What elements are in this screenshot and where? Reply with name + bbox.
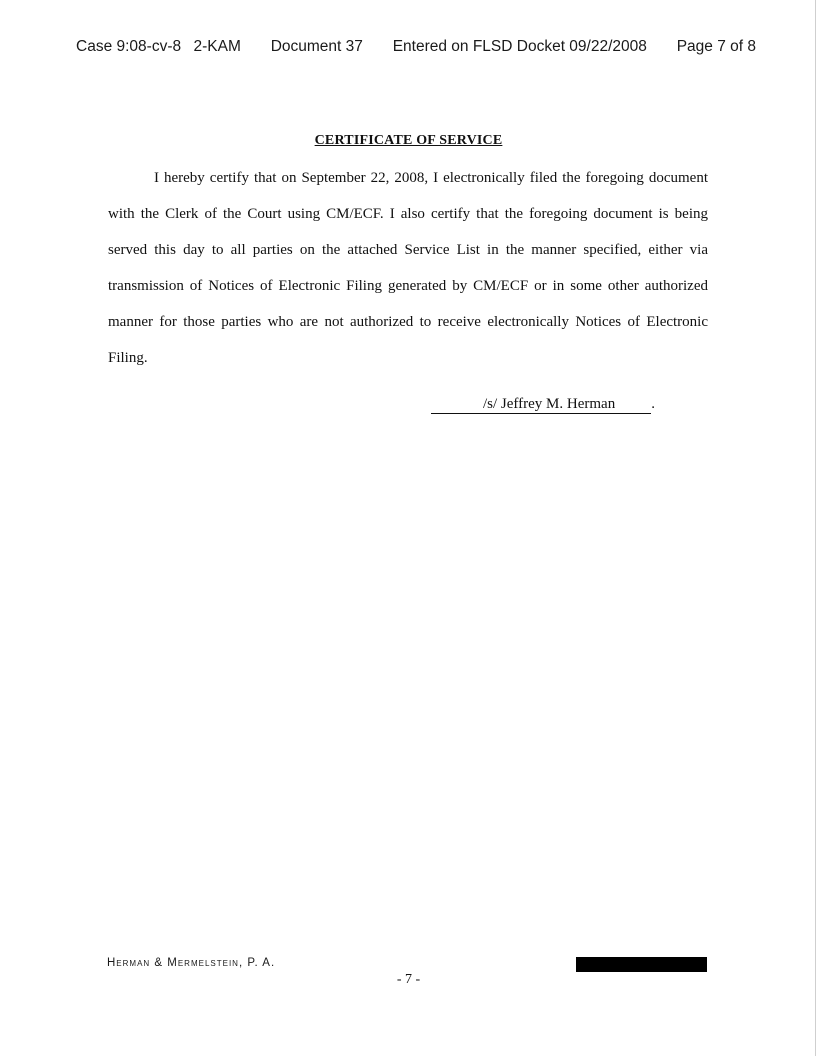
- certificate-body: [108, 160, 708, 376]
- certificate-title: CERTIFICATE OF SERVICE: [314, 133, 503, 148]
- certificate-paragraph: I hereby certify that on September 22, 2008, I electronically filed the foregoing document with the Clerk of the Court using CM/ECF. I also certify that the foregoing document is being served this day to all parties on the attached Service List in the manner specified, either via transmission of Notices of Electronic Filing generated by CM/ECF or in some other authorized manner for those parties who are not authorized to receive electronically Notices of Electronic Filing.: [108, 170, 708, 366]
- page-number: - 7 -: [396, 972, 421, 987]
- case-number: Case 9:08-cv-8 2-KAM: [76, 38, 241, 55]
- entered-docket: Entered on FLSD Docket 09/22/2008: [392, 38, 647, 55]
- scan-edge: [815, 0, 816, 1056]
- signature-line: [431, 396, 651, 414]
- signature-block: [431, 396, 655, 414]
- document-number: Document 37: [270, 38, 363, 55]
- redaction-block: [576, 957, 707, 972]
- page-indicator: Page 7 of 8: [676, 38, 756, 55]
- docket-header: [76, 38, 756, 56]
- signature-period: .: [651, 396, 655, 412]
- signature-name: /s/ Jeffrey M. Herman: [483, 396, 616, 412]
- firm-name: Herman & Mermelstein, P. A.: [107, 957, 276, 969]
